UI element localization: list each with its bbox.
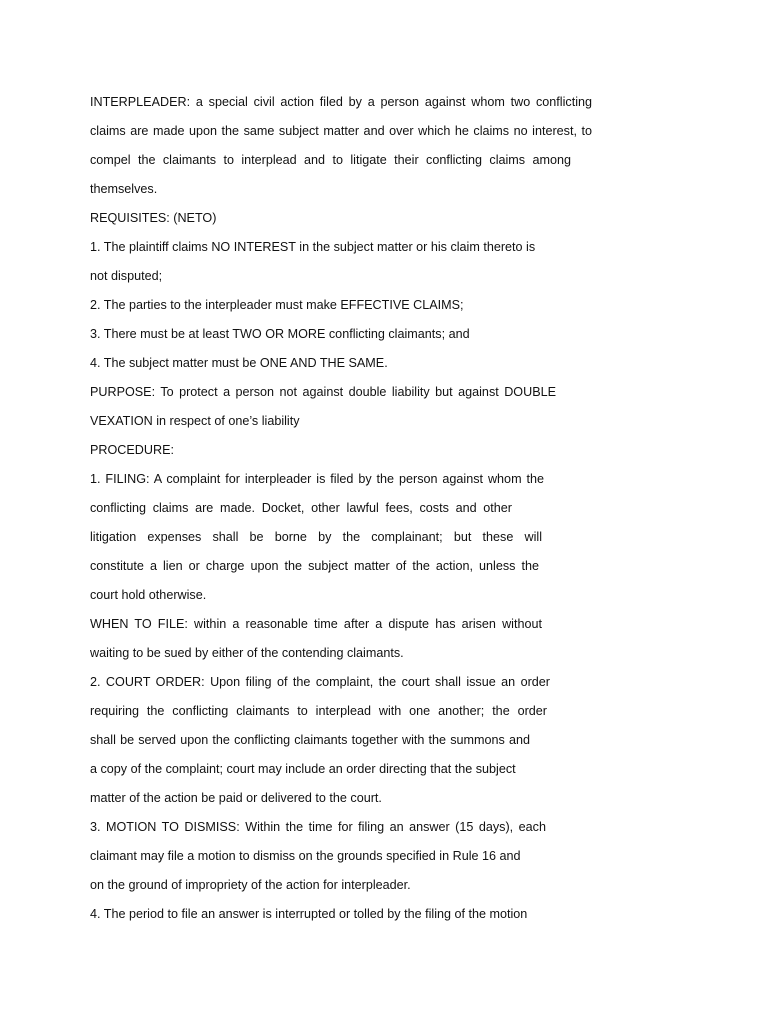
text-line: 3. There must be at least TWO OR MORE conflicting claimants; and [90,327,470,341]
text-line: 1. The plaintiff claims NO INTEREST in the subject matter or his claim thereto is [90,240,536,254]
text-line: matter of the action be paid or delivered to the court. [90,791,382,805]
text-line: not disputed; [90,269,163,283]
text-line: on the ground of impropriety of the action for interpleader. [90,878,411,892]
text-line: compel the claimants to interplead and to litigate their conflicting claims among [90,153,571,167]
text-line: 4. The period to file an answer is interrupted or tolled by the filing of the motion [90,907,528,921]
text-line: 1. FILING: A complaint for interpleader is filed by the person against whom the [90,472,544,486]
text-line: 2. The parties to the interpleader must make EFFECTIVE CLAIMS; [90,298,464,312]
text-line: VEXATION in respect of one’s liability [90,414,300,428]
text-line: shall be served upon the conflicting claimants together with the summons and [90,733,530,747]
text-line: conflicting claims are made. Docket, other lawful fees, costs and other [90,501,512,515]
section-heading-requisites: REQUISITES: (NETO) [90,211,217,225]
text-line: claims are made upon the same subject matter and over which he claims no interest, to [90,124,592,138]
text-line: 3. MOTION TO DISMISS: Within the time for filing an answer (15 days), each [90,820,546,834]
text-line: claimant may file a motion to dismiss on the grounds specified in Rule 16 and [90,849,521,863]
text-line: 2. COURT ORDER: Upon filing of the complaint, the court shall issue an order [90,675,550,689]
text-line: waiting to be sued by either of the contending claimants. [90,646,404,660]
text-line: a copy of the complaint; court may include an order directing that the subject [90,762,516,776]
text-line: PURPOSE: To protect a person not against double liability but against DOUBLE [90,385,556,399]
text-line: WHEN TO FILE: within a reasonable time after a dispute has arisen without [90,617,542,631]
text-line: requiring the conflicting claimants to interplead with one another; the order [90,704,547,718]
text-line: litigation expenses shall be borne by the complainant; but these will [90,530,542,544]
section-heading-procedure: PROCEDURE: [90,443,174,457]
text-line: constitute a lien or charge upon the subject matter of the action, unless the [90,559,539,573]
text-line: themselves. [90,182,158,196]
text-line: 4. The subject matter must be ONE AND THE SAME. [90,356,388,370]
text-line: court hold otherwise. [90,588,207,602]
text-line: INTERPLEADER: a special civil action filed by a person against whom two conflicting [90,95,592,109]
